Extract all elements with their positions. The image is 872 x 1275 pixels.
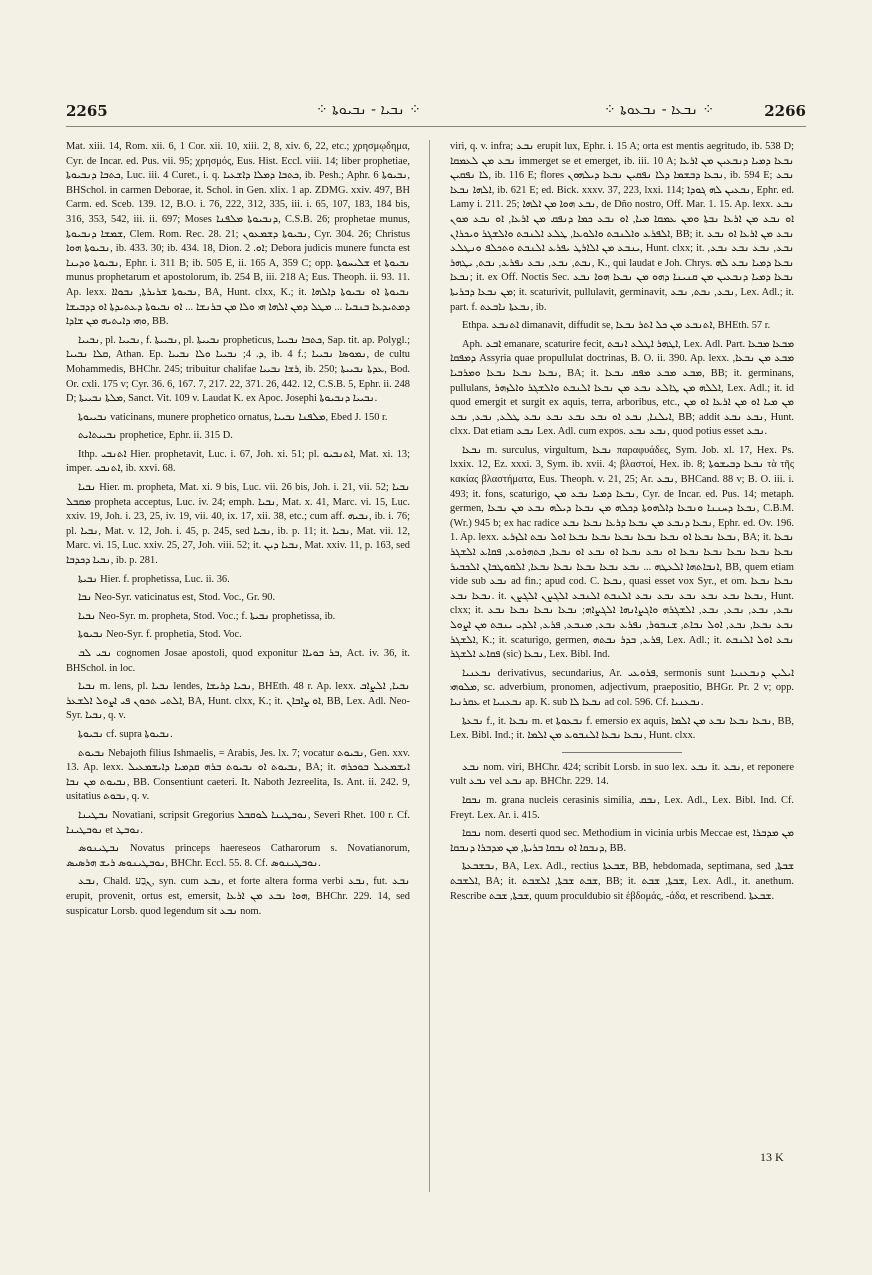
entry-paragraph: ܢܒܛܝܢܘܣ Novatus princeps haereseos Catharorum s. Novatianorum, ܢܘܒܛܝܢܘܣ ܪܝܫ ܗܪܣܝܣ, BHChr. Eccl. 55. 8. Cf. ܢܘܒܛܝܢܘܣ.	[66, 843, 410, 869]
left-column	[66, 140, 410, 1190]
entry-paragraph: ܢܒܐ Neo-Syr. vaticinatus est, Stod. Voc., Gr. 90.	[78, 592, 276, 604]
signature-mark: 13 K	[760, 1150, 784, 1164]
entry-paragraph: ܢܒܝܝܬܐܝܬ prophetice, Ephr. ii. 315 D.	[78, 430, 233, 442]
running-head-right: ⁘ ܢܒܥܐ - ܢܒܥܘܬܐ ⁘	[604, 102, 715, 118]
page-number-right: 2266	[764, 102, 806, 120]
entry-paragraph: ܢܒܝ ܠܒ cognomen Josae apostoli, quod exponitur ܒܪ ܒܘܝܐܐ, Act. iv. 36, it. BHSchol. in loc.	[66, 648, 410, 674]
entry-paragraph: ܢܒܥܬܐ f., it. ܢܒܥܐ m. et ܢܒܥܘܬܐ f. emersio ex aquis, ܢܒܥܐ ܢܒܥܐ ܢܒܥ ܡܢ ܐܠܡܐ, BB, Lex. Bibl. Ind.; it. ܢܒܥܐ ܢܒܥܐ ܐܠܢܒܘܥ ܡܢ ܐܠܡܐ, Hunt. clxx.	[450, 715, 794, 742]
entry-paragraph: ܢܒܝܬܐ Hier. f. prophetissa, Luc. ii. 36.	[78, 573, 230, 585]
column-divider	[429, 140, 430, 1192]
entry-paragraph: ܢܒܩܐ m. grana nucleis cerasinis similia, ܢܒܩ, Lex. Adl., Lex. Bibl. Ind. Cf. Freyt. Lex. Ar. i. 415.	[450, 794, 794, 821]
entry-paragraph: ܢܒܥ, Chald. ܢְבַע, syn. cum ܢܒܥ, et forte altera forma verbi ܢܒܥ, fut. ܢܒܥ erupit, provenit, ortus est, emersit, ܗܘܐ ܢܒܥ ܡܢ ܐܪܥܐ, BHChr. 229. 14, sed suspicatur Lorsb. quod legendum sit ܢܒܥ nom.	[66, 876, 410, 917]
entry-paragraph: ܢܒܝܘܬ Nebajoth filius Ishmaelis, = Arabis, Jes. lx. 7; vocatur ܢܒܝܘܬ, Gen. xxv. 13. Ap. lexx. ܢܒܝܘܬ ܐܘ ܢܒܝܘܬ ܒܪܗ ܩܕܡܝܐ ܕܐܝܫܡܥܝܠ, BA; it. ܐܝܫܡܥܝܠ ܒܘܟܪܗ ܢܒܝܘܬ ܡܢ ܢܒܐ, BB. Consentiunt caeteri. It. Naboth Jezreelita, Is. Ant. ii. 242. 9, usitatius ܢܒܘܬ, q. v.	[66, 747, 410, 803]
entry-paragraph: ܢܒܩܐ nom. deserti quod sec. Methodium in vicinia urbis Meccae est, ܡܢ ܡܕܒܪܐ ܕܢܒܩܐ ܐܘ ܢܒܩܐ ܒܪܝܬܐ, ܡܢ ܡܕܒܪܐ ܕܢܒܩܐ, BB.	[450, 828, 794, 854]
entry-paragraph: ܢܒܝܘܬܐ Neo-Syr. f. prophetia, Stod. Voc.	[78, 629, 242, 641]
entry-paragraph: ܢܒܝܐ Neo-Syr. m. propheta, Stod. Voc.; f. ܢܒܝܬܐ prophetissa, ib.	[78, 610, 336, 622]
right-column	[450, 140, 794, 1190]
entry-paragraph: ܢܒܝܘܬܐ cf. supra ܢܒܝܘܬܐ.	[78, 728, 173, 740]
entry-paragraph: ܢܒܝܝܐ, pl. ܢܒܝܝܐ, f. ܢܒܝܝܬܐ, pl. ܢܒܝܝܬܐ propheticus, ܟܬܒܐ ܢܒܝܝܐ, Sap. tit. ap. Polygl.; ܩܠܐ ܢܒܝܝܐ, Athan. Ep. ܕ. 4; ܢܒܝܝܐ ܘܠܐ ܢܒܝܝܐ, ib. 4 f.; ܢܡܘܣܐ ܢܒܝܝܐ, de cultu Mohammedis, BHChr. 245; tribuitur chalifae ܪܫܐ ܢܒܝܝܐ, ib. 250; ܥܕܬܐ ܢܒܝܝܬܐ, Bod. Or. cxli. 175 v; Cyr. 36. 6, 167. 7, 217. 22, 371. 26, 442. 12, C.S.B. 5, Ephr. ii. 248 D; ܡܠܬܐ ܢܒܝܝܬܐ, Sanct. Vit. 109 v. Laudat K. ex Apoc. Josephi ܢܒܝܝܐ ܕܢܒܝܘܬܐ.	[66, 334, 410, 405]
entry-paragraph: ܢܒܝܝܘܬܐ vaticinans, munere prophetico ornatus, ܡܠܦܢܐ ܢܒܝܝܐ, Ebed J. 150 r.	[78, 411, 388, 423]
entry-paragraph: ܢܒܥܢܝܐ derivativus, secundarius, Ar. ܦܪܘܥܝ, sermonis sunt ܐܝܠܝܢ ܕܢܒܥܢܝܐ ܡܠܘܗܝ, sc. adverbium, pronomen, adjectivum, praepositio, BHGr. Pr. 2 v; opp. ܥܩܪܢܝܐ et ܢܒܥܢܝܐ ap. K. sub ܢܒܥܐ ܠܐ ad col. 596. Cf. ܢܒܥܢܝܐ.	[450, 667, 794, 708]
entry-paragraph: ܢܒܛܝܢܐ Novatiani, scripsit Gregorius ܢܘܒܛܝܢܐ ܠܘܩܒܠ, Severi Rhet. 100 r. Cf. ܢܘܒܛܝܢܐ et ܢܘܒܛ.	[66, 809, 410, 836]
entry-paragraph: Ithp. ܐܬܢܒܝ Hier. prophetavit, Luc. i. 67, Joh. xi. 51; pl. ܐܬܢܒܝܘ, Mat. xi. 13; imper. ܐܬܢܒܝ, ib. xxvi. 68.	[66, 448, 410, 475]
running-head-left: ⁘ ܢܒܝܐ - ܢܒܝܘܬܐ ⁘	[316, 102, 421, 118]
entry-paragraph: ܢܒܝܐ Hier. m. propheta, Mat. xi. 9 bis, Luc. vii. 26 bis, Joh. i. 21, vii. 52; ܢܒܝܐ ܡܩܒܠ propheta acceptus, Luc. iv. 24; emph. ܢܒܝܐ, Mat. x. 41, Marc. vi. 15, Luc. xxiv. 19, Joh. i. 23, 25, iv. 19, vii. 40, ix. 17, xii. 38, etc.; cum aff. ܢܒܝܗ, ib. i. 76; pl. ܢܒܝܐ, Mat. v. 12, Joh. i. 45, p. 245, sed ܢܒܝܐ, ib. p. 11; it. ܢܒܝܐ, Mat. vii. 12, Marc. vi. 15, Luc. xxiv. 25, 27, Joh. viii. 52; it. ܢܒܝܐ ܕܝܢ, Mat. xxiv. 11, p. 163, sed ܢܒܝܐ ܕܟܕܒܐ, ib. p. 281.	[66, 482, 410, 567]
entry-paragraph: ܢܒܥ nom. viri, BHChr. 424; scribit Lorsb. in suo lex. ܢܒܥ it. ܢܒܥ, et reponere vult ܢܒܥ vel ܢܒܥ ap. BHChr. 229. 14.	[450, 761, 794, 788]
page-header	[66, 102, 806, 127]
entry-paragraph: ܢܒܝܐ m. lens, pl. ܢܒܝܐ lendes, ܢܒܝܐ ܕܪܝܫܐ, BHEth. 48 r. Ap. lexx. ܢܒܝܐ, ܐܠܨܐܒ ܐܠܬܝ ܬܟܘܢ ܦܝ ܐܨܘܠ ܐܠܫܥܪ, BA, Hunt. clxx, K.; it. ܐܘ ܨܐܒܐܢ, BB, Lex. Adl. Neo-Syr. ܢܒܝܐ, q. v.	[66, 681, 410, 722]
entry-paragraph: viri, q. v. infra; ܢܒܥ erupit lux, Ephr. i. 15 A; orta est mentis aegritudo, ib. 538 D; ܢܒܥ ܡܢ ܠܥܡܩܐ immerget se et emerget, ib. iii. 10 A; ܢܒܥܐ ܕܡܝܐ ܕܢܒܥܝܢ ܡܢ ܐܪܥܐ ܠܐ ܢܦܩܝܢ, ib. 116 E; flores ܢܒܥܐ ܕܒܫܡܐ ܕܠܐ ܢܦܩܝܢ ܢܒܥܐ ܕܝܠܗܘܢ, ib. 594 E; ܢܒܥ ܐܠܗܐ ܢܒܥܐ, ib. 621 E; ed. Bick. xxxv. 37, 223, lxxi. 114; ܢܒܥܝܢ ܠܗ ܓܘܕܐ, Ephr. ed. Lamy i. 211. 25; ܢܒܥ ܗܘܐ ܡܢ ܐܠܗܐ, de Dño nostro, Off. Mar. 1. 15. Ap. lexx. ܢܒܥ ܐܘ ܢܒܥ ܡܢ ܐܪܥܐ ܢܒܬܐ ܘܡܢ ܥܡܩܐ ܡܝܐ, ܐܘ ܢܒܥ ܟܡܐ ܕܢܦܩ ܡܢ ܐܪܥܐ, ܐܘ ܢܒܥ ܡܘܢ ܐܠܦܪܥ ܘܐܠܢܒܬ ܘܐܠܘܥܐ, ܛܠܥ ܐܠܢܒܬ ܘܐܠܫܓܪ ܘܝܟܪܐܢ, BB; it. ܢܒܥ ܡܢ ܐܪܥܐ ܐܘ ܢܒܥ ܝܢܒܥ ܡܢ ܐܠܐܪܛ ܝܦܪܥ ܐܠܢܒܬ ܘܬܟܠܦ ܘܢܛܠܥ, Hunt. clxx; it. ܢܒܥ, ܢܒܥ ܢܒܥ ܢܒܥ, ܢܒܬ, ܢܒܥ, ܢܒܥ ܢܦܪܥ, ܢܒܬ, ܝܛܗܪ, K., qui laudat e Joh. Chrys. ܢܒܥܐ ܕܡܝܐ ܢܒܥ ܠܗ ܢܒܥܐ; it. ex Off. Noctis Sec. ܢܒܥܐ ܕܡܝܐ ܕܢܒܥܝܢ ܡܢ ܩܢܝܢܐ ܕܗܘ ܡܢ ܢܒܥܐ ܗܘܐ ܢܒܥ ܡܢ ܢܒܥܐ ܕܒܪܝܬܐ; it. scaturivit, pullulavit, germinavit, ܢܒܥ, ܢܒܬ, ܢܒܥ, Lex. Adl.; it. part. f. ܢܒܥܬܐ ܢܐܒܥܬ, ib.	[450, 141, 794, 313]
entry-paragraph: ܢܒܥܐ m. surculus, virgultum, ܢܒܥܐ παραφυάδες, Sym. Job. xl. 17, Hex. Ps. lxxix. 12, Ez. xxxi. 3, Sym. ib. xvii. 4; βλαστοί, Hex. ib. 8; ܢܒܥܐ ܕܒܝܫܘܬܐ τὰ τῆς κακίας βλαστήματα, Eus. Theoph. v. 21, 25; Ar. ܢܒܥ, BHCand. 88 v; B. O. iii. i. 493; it. fons, scaturigo, ܢܒܥܐ ܕܡܝܐ ܢܒܥ ܡܢ, Cyr. de Incar. ed. Pus. 14; metaph. germen, ܢܒܥܐ ܕܚܢܢܐ ܘܢܒܥܐ ܕܐܠܗܘܬܐ ܕܟܠܗ ܡܢ ܢܒܥܐ ܕܝܠܗ ܢܒܥ ܡܢ ܢܒܥܐ, C.B.M. (Wr.) 945 b; ex hac radice ܢܒܥܐ ܕܢܒܥ ܡܢ ܢܒܥܐ ܕܪܥܐ ܢܒܥܐ ܢܒܥ, Ephr. ed. Ov. 196. 1. Ap. lexx. ܢܒܥܐ ܢܒܥܐ ܐܘ ܢܒܥܐ ܢܒܥܐ ܢܒܥܐ ܢܒܥܐ ܢܒܥܐ ܐܘܠ ܢܒܬ ܐܠܙܪܥ, BA; it. ܢܒܥܐ ܢܒܥܐ ܢܒܥܐ ܢܒܥܐ ܢܒܥܐ ܢܒܥܐ ܐܘ ܢܒܥ ܢܒܥܐ ܐܘ ܢܒܥ ܐܘ ܢܒܥܐ, ܒܬܗܪܘܥ, ܦܩܐܥ ܐܠܫܓܪ ܐܢܒܐܬܗܐ ܐܠܥܛܗ ... ܢܒܥ ܢܒܥܐ ܢܒܥܐ ܢܒܥܐ ܢܒܥܐ, ܐܠܩܘܛܒܐܢ ܐܠܟܒܝܪ, BB, quem etiam vide sub ܢܒܥ ad fin.; apud cod. C. ܢܒܥܐ, quasi esset vox Syr., et om. ܢܒܥܐ ܢܒܥܐ ܢܒܥܐ ܢܒܥ. it. ܢܒܥܐ ܢܒܥ ܢܒܥ ܢܒܥ ܢܒܥ ܢܒܥ ܐܠܢܒܬ ܐܠܢܒܥ ܐܠܓܨܢ ܐܠܓܨܢ, Hunt. clxx; it. ܢܒܥ, ܢܒܥ, ܢܒܥ, ܢܒܥ, ܐܠܫܓܪܗ ܘܐܓܨܐܢܗܐ ܐܠܓܨܐܗ; ܢܒܥܐ ܢܒܥܐ ܢܒܥܐ ܢܒܥ ܢܒܥ ܢܒܥܐ, ܢܒܥ, ܐܘܠ ܢܒܐܬ, ܫܢܒܘܪ, ܢܦܪܥ ܢܒܥ, ܡܢܒܥ, ܦܪܥ, ܐܠܕܝ ܝܢܒܬ ܡܢ ܐܨܘܠ ܐܠܫܓܪ, K.; it. scaturigo, germen, ܦܪܥ, ܒܕܪ ܢܒܬܗ, Lex. Adl.; it. ܢܒܥ ܐܘܠ ܐܠܢܒܬ ܦܩܐܥ ܐܠܫܓܪ (sic) ܢܒܥܐ, Lex. Bibl. Ind.	[450, 444, 794, 661]
page-number-left: 2265	[66, 102, 108, 120]
entry-paragraph: Aph. ܐܒܥ emanare, scaturire fecit, ܐܛܗܪ ܐܛܠܥ ܐܢܒܬ, Lex. Adl. Part. ܡܒܥܐ ܡܒܥܐ ܕܡܦܩܐ Assyria quae propullulat doctrinas, B. O. ii. 390. Ap. lexx. ܡܒܥ ܡܢ ܢܒܥܐ, ܢܒܥܐ ܢܒܥܐ ܢܒܥܐ ܘܡܪܒܝܐ, BA; it. ܡܒܥ ܡܒܥ ܡܦܩ ܢܒܥܐ, BB; it. germinans, pullulans, ܐܠܠܗ ܡܢ ܛܐܠܥ ܢܒܥ ܡܢ ܢܒܥܐ ܐܠܢܒܬ ܘܐܠܫܓܪ ܘܐܠܙܗܪ, Lex. Adl.; it. id quod emergit et surgit ex aquis, terra, arboribus, etc., ܡܢ ܡܝܐ ܐܘ ܡܢ ܐܪܥܐ ܐܘ ܡܢ ܐܝܠܢܐ, ܢܒܥ ܐܘ ܢܒܥ ܢܒܥ ܢܒܥ ܢܒܥ ܛܠܥ, ܢܒܥ, ܢܒܥ, BB; addit ܢܒܥ ܢܒܥ, Hunt. clxx. Dat etiam ܢܒܥ Lex. Adl. cum expos. ܢܒܥ ܢܒܥ, quod potius esset ܢܒܥ.	[450, 338, 794, 438]
entry-paragraph: Ethpa. ܐܬܢܒܥ dimanavit, diffudit se, ܐܬܢܒܥ ܡܢ ܟܠ ܐܬܪ ܢܒܥܐ, BHEth. 57 r.	[462, 320, 771, 332]
entry-paragraph: Mat. xiii. 14, Rom. xii. 6, 1 Cor. xii. 10, xiii. 2, 8, xiv. 6, 22, etc.; χρησμῳδημα, Cyr. de Incar. ed. Pus. vii. 95; χρησμός, Eus. Hist. Eccl. viii. 14; liber prophetiae, ܟܬܒܐ ܕܢܒܝܘܬܐ, Luc. iii. 4 Curet., i. q. ܟܬܒܐ ܕܡܠܐ ܕܐܫܥܝܐ, ib. Pesh.; Aphr. ܢܒܝܘܬܐ 6, BHSchol. in carmen Deborae, it. Schol. in Gen. xlix. 1 ap. ZDMG. xxiv. 497, BH Carm. ed. Sceb. 139. 12, B.O. i. 76, 222, 312, 335, iii. i. 65, 107, 183, 184 bis, 316, 353, 542, iii. ii. 697; Moses ܕܢܒܝܘܬܐ ܡܠܦܢܐ, C.S.B. 26; prophetae munus, ܫܡܫܐ ܕܢܒܝܘܬܐ, Clem. Rom. Rec. 28. 21; ܢܒܝܘܬܐ ܕܫܡܥܘܢ, Cyr. 304. 26; Christus ܢܒܝܘܬܐ ܗܘܐ, ib. 433. 30; ib. 434. 18, Dion. ܐܘ. 2; Debora judicis munere functa est ܢܒܝܘܬܐ ܘܕܝܢܐ, Ephr. i. 311 B; ib. 505 E, ii. 165 A, 359 C; opp. ܫܠܝܚܘܬܐ et ܢܒܝܘܬܐ munus prophetarum et apostolorum, ib. 254 B, iii. 218 A; Eus. Theoph. ii. 93. 11. Ap. lexx. ܢܒܝܘܬܐ ܫܪܝܪܬܐ, ܢܒܘܐܐ, BA, Hunt. clxx, K.; it. ܢܒܝܘܬܐ ܐܘ ܢܒܝܘܬܐ ܕܐܠܗܐ ܕܡܬܝܕܥܐ ܒܢܒܝܐ ... ܡܛܠ ܕܡܢ ܐܠܗܐ ܗܝ ܘܠܐ ܡܢ ܒܪܢܫܐ ... ܐܘ ܢܒܝܘܬܐ ܕܥܬܝܕܬܐ ܐܘ ܕܕܒܝܫܐ ܘܗܝ ܕܐܝܬܝܗ ܡܢ ܫܐܕܐ, BB.	[66, 141, 410, 328]
section-rule	[562, 752, 682, 753]
entry-paragraph: ܢܒܫܒܥܬܐ, BA, Lex. Adl., rectius ܫܒܥܬܐ, BB, hebdomada, septimana, sed ܫܒܬܐ, ܐܠܫܒܬ, BA; it. ܫܒܬ ܫܒܬܐ, ܐܠܫܒܬ, BB; it. ܫܒܬܐ, ܫܒܬ, Lex. Adl., it. anethum. Rescribe ܫܒܬܐ, ܫܒܬ, quum proculdubio sit ἑβδομάς, -άδα, et rescribend. ܫܒܥܬܐ.	[450, 861, 794, 902]
